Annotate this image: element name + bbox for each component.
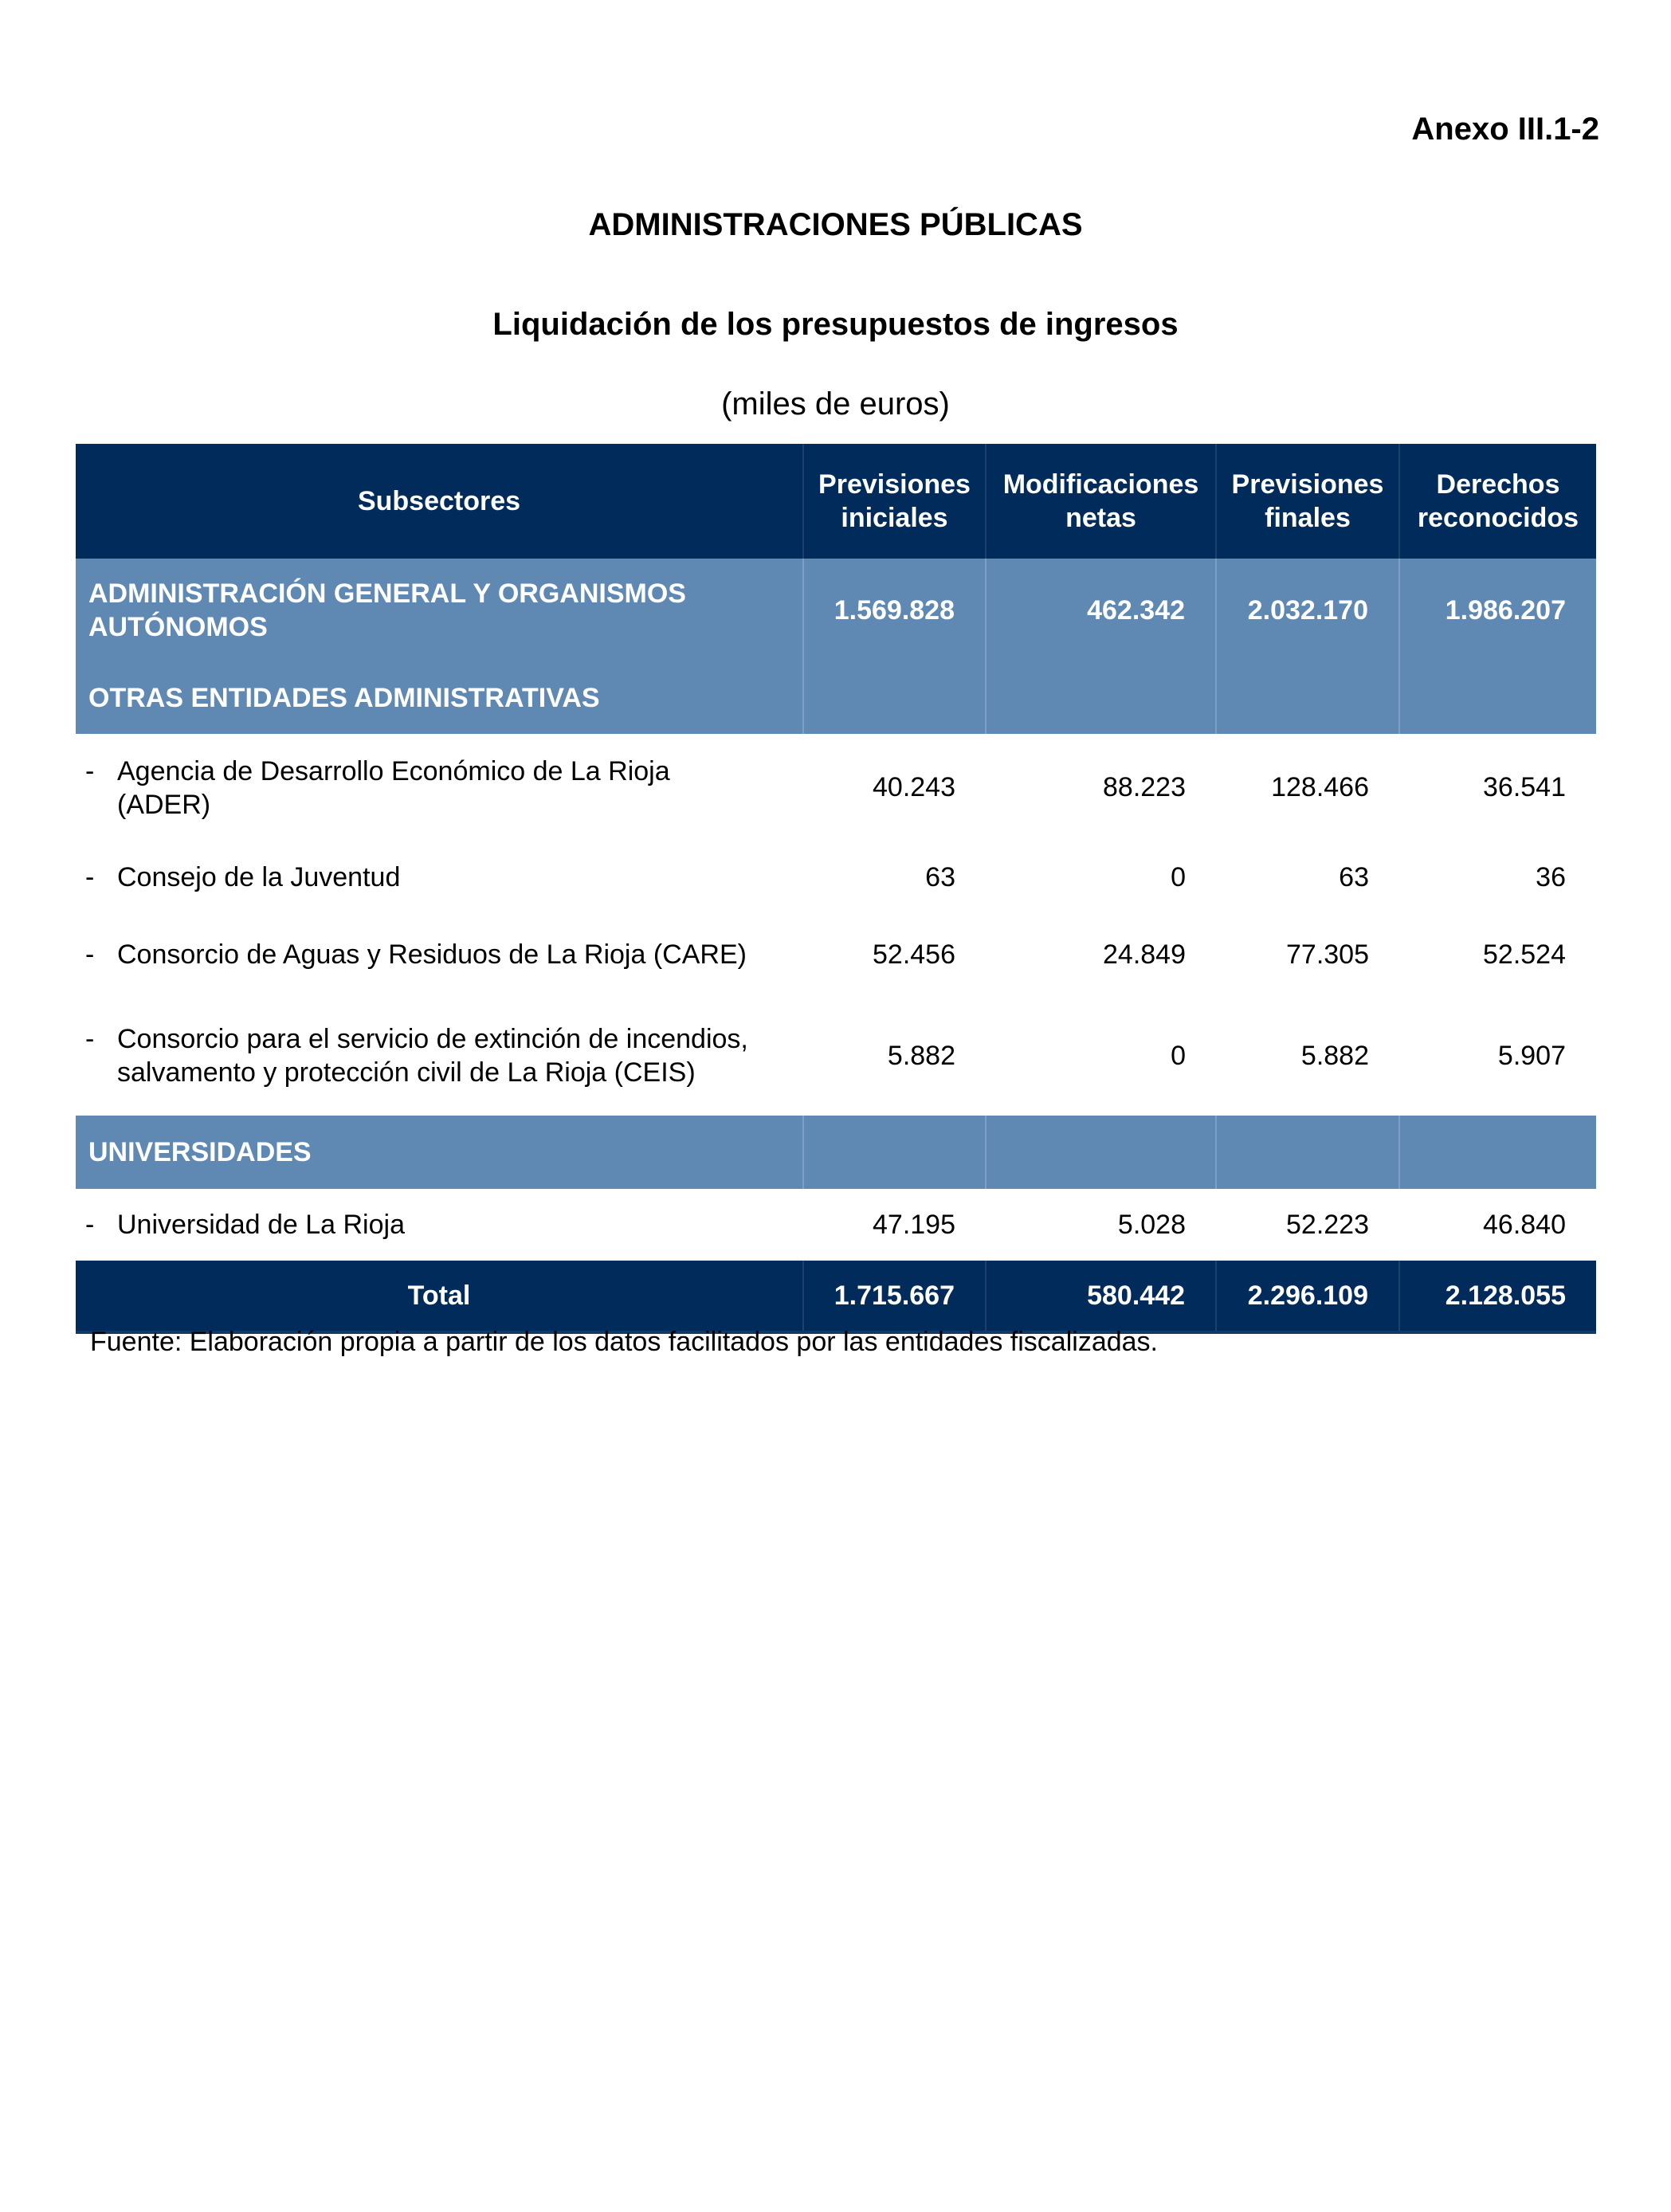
- entity-name: Universidad de La Rioja: [117, 1210, 405, 1240]
- entity-name: Consorcio para el servicio de extinción de incendios, salvamento y protección civil de La Rioja (CEIS): [117, 1024, 748, 1088]
- cell-modificaciones-netas: 5.028: [986, 1189, 1216, 1261]
- section-row-universidades: [76, 1116, 1596, 1189]
- table-row: [76, 734, 1596, 841]
- cell-previsiones-iniciales: 1.715.667: [803, 1261, 986, 1332]
- section-row-admin-general: [76, 559, 1596, 662]
- table-row: [76, 841, 1596, 913]
- total-row: [76, 1261, 1596, 1332]
- cell-previsiones-finales: 5.882: [1216, 996, 1399, 1116]
- page-subtitle: Liquidación de los presupuestos de ingresos: [492, 307, 1179, 342]
- cell-previsiones-finales: 2.032.170: [1216, 559, 1399, 662]
- cell-modificaciones-netas: 0: [986, 841, 1216, 913]
- dash-marker: -: [85, 939, 95, 970]
- entity-name: Consejo de la Juventud: [117, 862, 401, 892]
- section-label: OTRAS ENTIDADES ADMINISTRATIVAS: [76, 662, 803, 734]
- cell-previsiones-iniciales: 52.456: [803, 913, 986, 996]
- table-header-row: [76, 444, 1596, 559]
- cell-previsiones-finales: 52.223: [1216, 1189, 1399, 1261]
- header-modificaciones-netas: Modificaciones netas: [986, 444, 1216, 559]
- cell-derechos-reconocidos: 2.128.055: [1399, 1261, 1596, 1332]
- total-label: Total: [76, 1261, 803, 1332]
- dash-marker: -: [85, 755, 95, 786]
- cell-modificaciones-netas: 0: [986, 996, 1216, 1116]
- header-previsiones-finales: Previsiones finales: [1216, 444, 1399, 559]
- entity-cell: [76, 913, 803, 996]
- dash-marker: -: [85, 1210, 95, 1240]
- entity-name: Agencia de Desarrollo Económico de La Rioja (ADER): [117, 755, 670, 820]
- table-row: [76, 996, 1596, 1116]
- cell-derechos-reconocidos: 36.541: [1399, 734, 1596, 841]
- cell-previsiones-finales: 2.296.109: [1216, 1261, 1399, 1332]
- cell-derechos-reconocidos: 46.840: [1399, 1189, 1596, 1261]
- table-row: [76, 1189, 1596, 1261]
- dash-marker: -: [85, 862, 95, 892]
- budget-table: [76, 444, 1596, 1334]
- section-label: ADMINISTRACIÓN GENERAL Y ORGANISMOS AUTÓNOMOS: [76, 559, 803, 662]
- cell-previsiones-finales: 77.305: [1216, 913, 1399, 996]
- entity-cell: [76, 841, 803, 913]
- units-label: (miles de euros): [721, 386, 950, 422]
- page-title: ADMINISTRACIONES PÚBLICAS: [588, 207, 1083, 242]
- section-label: UNIVERSIDADES: [76, 1116, 803, 1189]
- source-note: Fuente: Elaboración propia a partir de los datos facilitados por las entidades fiscalizadas.: [90, 1327, 1158, 1357]
- cell-previsiones-iniciales: 47.195: [803, 1189, 986, 1261]
- cell-previsiones-iniciales: 5.882: [803, 996, 986, 1116]
- cell-modificaciones-netas: 88.223: [986, 734, 1216, 841]
- cell-modificaciones-netas: 24.849: [986, 913, 1216, 996]
- dash-marker: -: [85, 1024, 95, 1054]
- entity-cell: [76, 734, 803, 841]
- entity-cell: [76, 1189, 803, 1261]
- cell-previsiones-finales: 128.466: [1216, 734, 1399, 841]
- entity-cell: [76, 996, 803, 1116]
- entity-name: Consorcio de Aguas y Residuos de La Rioja (CARE): [117, 939, 747, 970]
- cell-previsiones-iniciales: 1.569.828: [803, 559, 986, 662]
- cell-previsiones-finales: 63: [1216, 841, 1399, 913]
- cell-derechos-reconocidos: 52.524: [1399, 913, 1596, 996]
- cell-modificaciones-netas: 580.442: [986, 1261, 1216, 1332]
- cell-previsiones-iniciales: 40.243: [803, 734, 986, 841]
- header-previsiones-iniciales: Previsiones iniciales: [803, 444, 986, 559]
- header-derechos-reconocidos: Derechos reconocidos: [1399, 444, 1596, 559]
- cell-modificaciones-netas: 462.342: [986, 559, 1216, 662]
- cell-previsiones-iniciales: 63: [803, 841, 986, 913]
- section-row-otras-entidades: [76, 662, 1596, 734]
- annex-label: Anexo III.1-2: [1411, 112, 1599, 147]
- cell-derechos-reconocidos: 5.907: [1399, 996, 1596, 1116]
- header-subsectores: Subsectores: [76, 444, 803, 559]
- cell-derechos-reconocidos: 36: [1399, 841, 1596, 913]
- cell-derechos-reconocidos: 1.986.207: [1399, 559, 1596, 662]
- table-row: [76, 913, 1596, 996]
